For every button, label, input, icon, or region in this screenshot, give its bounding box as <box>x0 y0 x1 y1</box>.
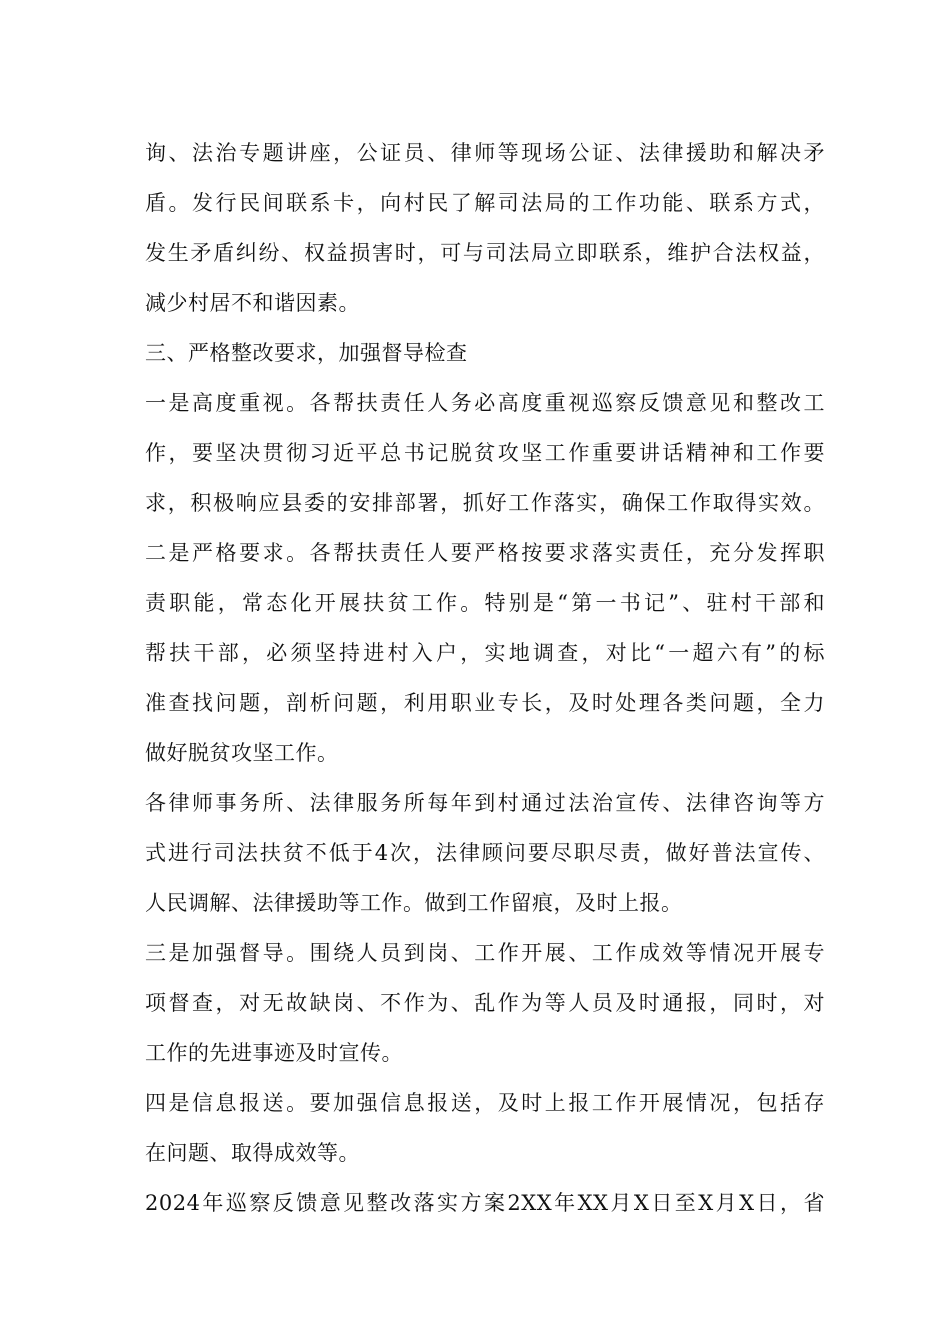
text-line: 式进行司法扶贫不低于4次，法律顾问要尽职尽责，做好普法宣传、 <box>145 841 825 865</box>
document-body <box>145 128 825 1228</box>
text-line: 项督查，对无故缺岗、不作为、乱作为等人员及时通报，同时，对 <box>145 991 825 1015</box>
text-line: 一是高度重视。各帮扶责任人务必高度重视巡察反馈意见和整改工 <box>145 391 825 415</box>
text-line: 二是严格要求。各帮扶责任人要严格按要求落实责任，充分发挥职 <box>145 541 825 565</box>
text-line: 人民调解、法律援助等工作。做到工作留痕，及时上报。 <box>145 891 683 915</box>
text-line: 工作的先进事迹及时宣传。 <box>145 1041 403 1065</box>
section-heading: 三、严格整改要求，加强督导检查 <box>145 341 468 365</box>
text-line: 盾。发行民间联系卡，向村民了解司法局的工作功能、联系方式， <box>145 191 825 215</box>
text-line: 作，要坚决贯彻习近平总书记脱贫攻坚工作重要讲话精神和工作要 <box>145 441 825 465</box>
text-line: 责职能，常态化开展扶贫工作。特别是“第一书记”、驻村干部和 <box>145 591 825 615</box>
text-line: 做好脱贫攻坚工作。 <box>145 741 339 765</box>
text-line: 各律师事务所、法律服务所每年到村通过法治宣传、法律咨询等方 <box>145 791 825 815</box>
text-line: 减少村居不和谐因素。 <box>145 291 360 315</box>
text-line: 发生矛盾纠纷、权益损害时，可与司法局立即联系，维护合法权益， <box>145 241 825 265</box>
text-line: 在问题、取得成效等。 <box>145 1141 360 1165</box>
text-line: 询、法治专题讲座，公证员、律师等现场公证、法律援助和解决矛 <box>145 141 825 165</box>
text-line: 四是信息报送。要加强信息报送，及时上报工作开展情况，包括存 <box>145 1091 825 1115</box>
text-line: 2024年巡察反馈意见整改落实方案2XX年XX月X日至X月X日，省 <box>145 1191 825 1215</box>
text-line: 准查找问题，剖析问题，利用职业专长，及时处理各类问题，全力 <box>145 691 825 715</box>
text-line: 三是加强督导。围绕人员到岗、工作开展、工作成效等情况开展专 <box>145 941 825 965</box>
text-line: 帮扶干部，必须坚持进村入户，实地调查，对比“一超六有”的标 <box>145 641 825 665</box>
text-line: 求，积极响应县委的安排部署，抓好工作落实，确保工作取得实效。 <box>145 491 825 515</box>
